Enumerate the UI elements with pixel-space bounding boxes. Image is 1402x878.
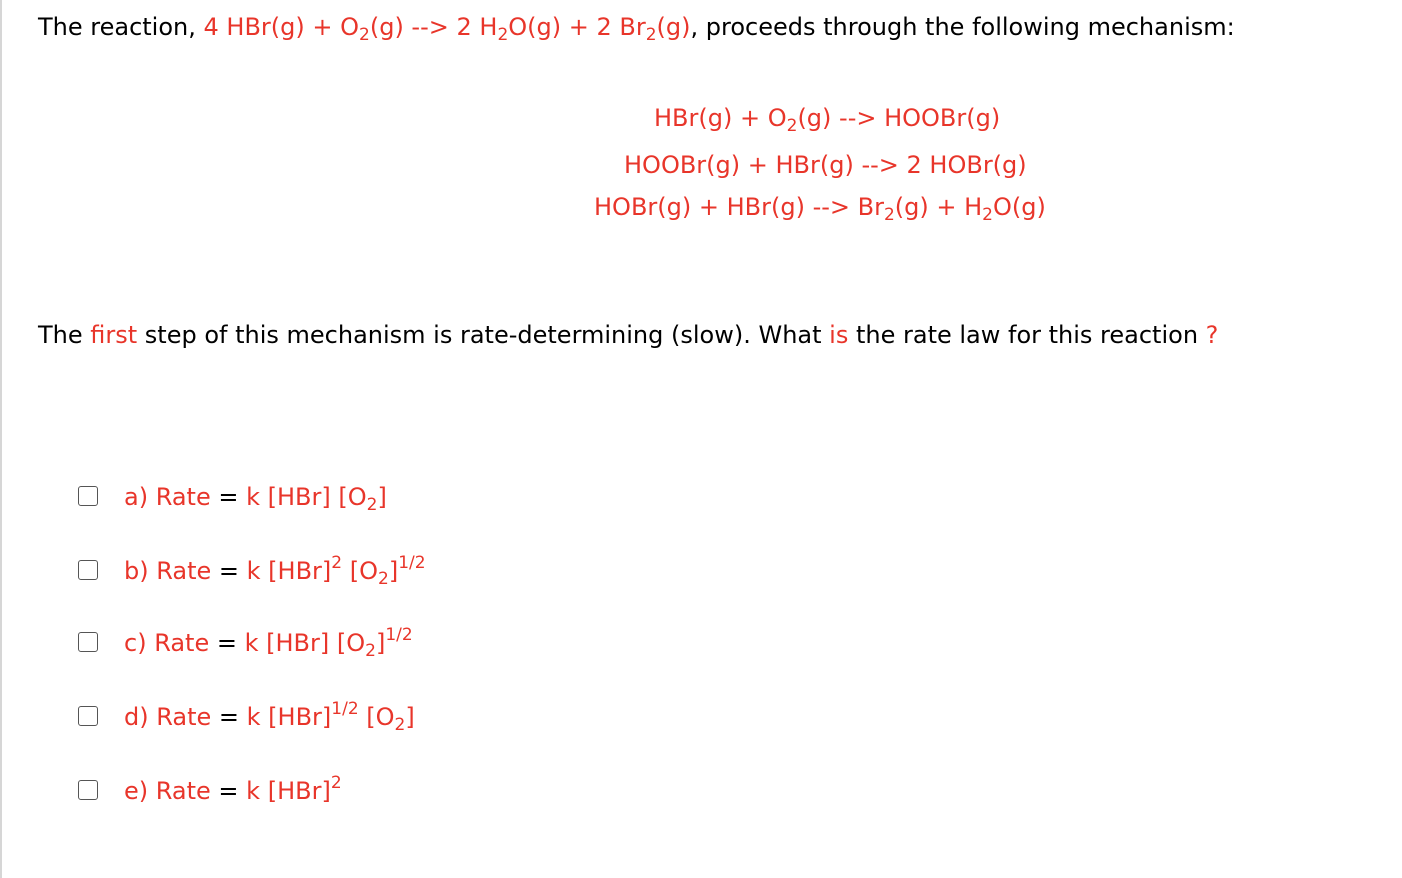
option-d-checkbox[interactable]: [78, 706, 98, 726]
option-d-label[interactable]: d) Rate = k [HBr]$^{1/2}$ $[O_2]$: [124, 699, 415, 735]
option-c-label[interactable]: c) Rate = k [HBr] $[O_2]^{1/2}$: [124, 625, 413, 661]
option-b-checkbox[interactable]: [78, 560, 98, 580]
question-text: The first step of this mechanism is rate-determining (slow). What is the rate law for this reaction ?: [38, 321, 1219, 349]
mechanism-step-2: HOOBr(g) + HBr(g) --> 2 HOBr(g): [624, 151, 1027, 179]
option-c-checkbox[interactable]: [78, 632, 98, 652]
option-e-checkbox[interactable]: [78, 780, 98, 800]
option-e-label[interactable]: e) Rate = k [HBr]$^2$: [124, 773, 342, 805]
mechanism-step-1: $HBr(g) + O_2(g)$ --> HOOBr(g): [654, 104, 1001, 136]
mechanism-step-3: HOBr(g) + HBr(g) --> $Br_2(g) + H_2O(g)$: [594, 193, 1046, 225]
intro-tail: , proceeds through the following mechanism:: [690, 13, 1235, 41]
intro-lead: The reaction,: [38, 13, 204, 41]
overall-reaction: 4 $HBr(g) + O_2(g)$ --> 2 $H_2O(g) + 2$ $Br_2(g)$: [203, 13, 691, 45]
intro-text: [38, 12, 1235, 45]
option-a-label[interactable]: a) Rate = k [HBr] $[O_2]$: [124, 483, 387, 515]
option-a-checkbox[interactable]: [78, 486, 98, 506]
option-b-label[interactable]: b) Rate = k [HBr]$^2$ $[O_2]^{1/2}$: [124, 553, 426, 589]
